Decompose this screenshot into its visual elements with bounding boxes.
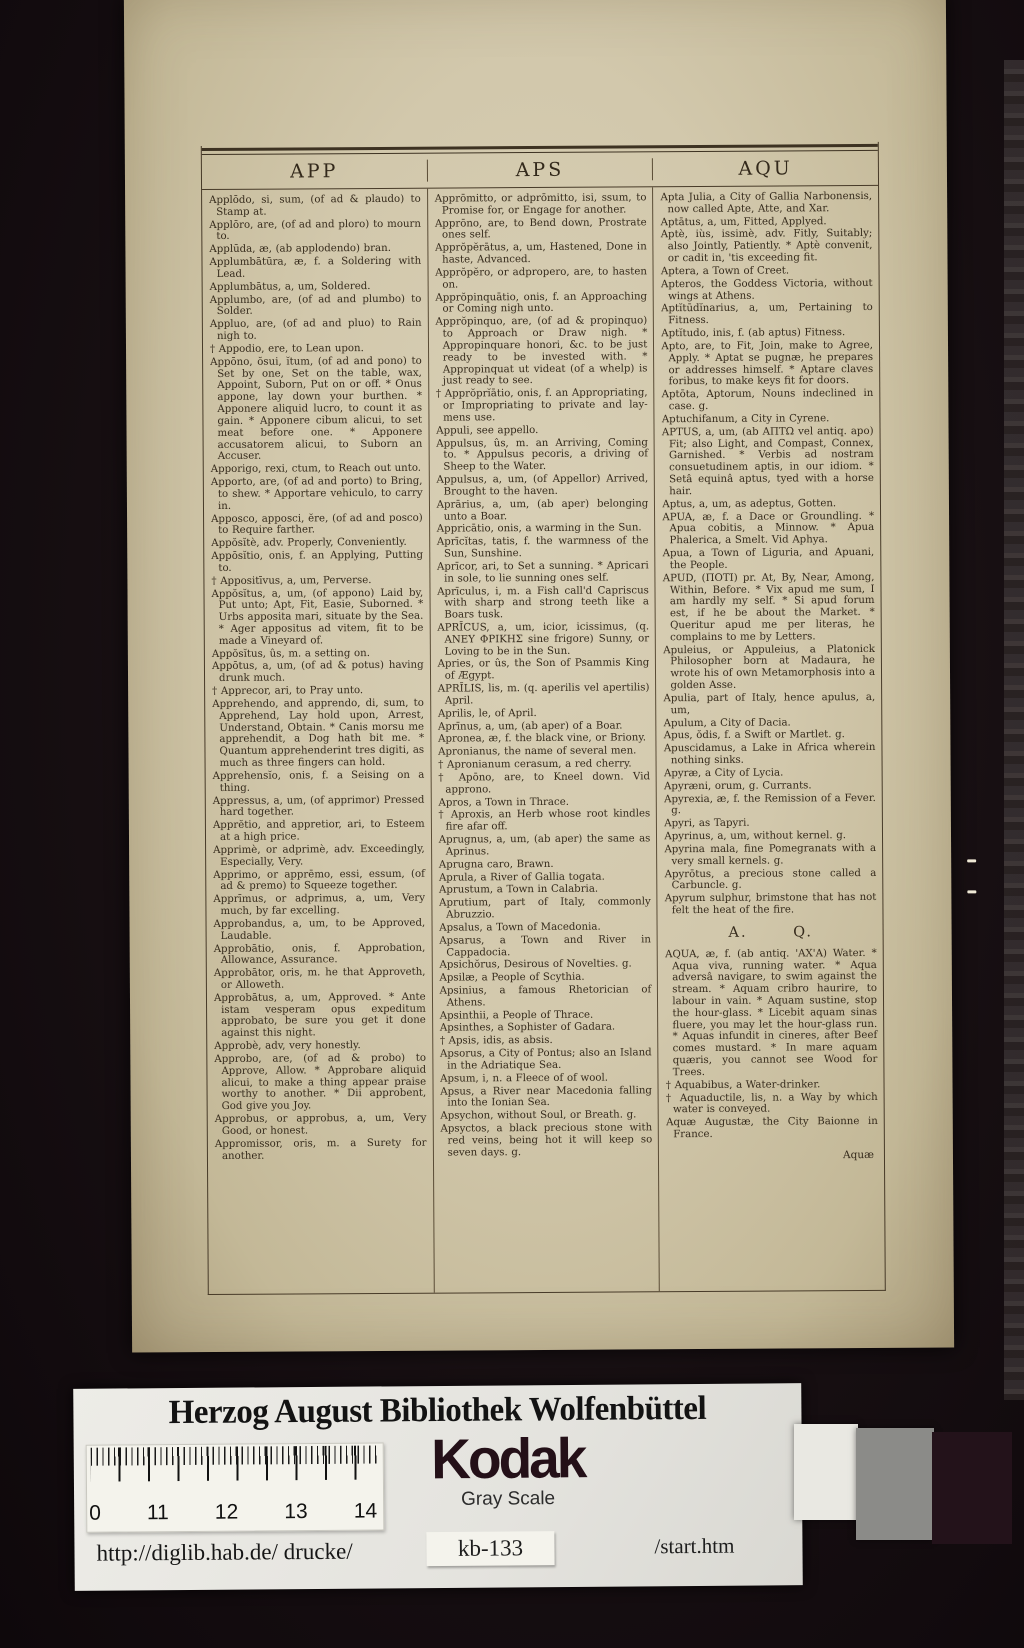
text-columns: [202, 186, 885, 1294]
dictionary-entry: Appricātio, onis, a warming in the Sun.: [436, 522, 642, 535]
dictionary-entry: Apsichŏrus, Desirous of Novelties. g.: [439, 958, 632, 971]
dictionary-entry: Apyrum sulphur, brimstone that has not felt the heat of the fire.: [664, 892, 877, 917]
running-head: APP: [202, 160, 428, 183]
dictionary-entry: † Aquaductile, lis, n. a Way by which water is conveyed.: [665, 1091, 878, 1116]
dictionary-entry: Aprugnus, a, um, (ab aper) the same as Aprinus.: [438, 833, 651, 858]
dictionary-entry: Apsilæ, a People of Scythia.: [439, 971, 585, 984]
dictionary-entry: Applumbo, are, (of ad and plumbo) to Solder.: [209, 293, 422, 318]
dictionary-entry: Appromissor, oris, m. a Surety for another.: [214, 1137, 427, 1162]
dictionary-entry: Appulsus, ûs, m. an Arriving, Coming to. * Appulsus pecoris, a driving of Sheep to the Water.: [436, 436, 649, 473]
dictionary-entry: Approbo, are, (of ad & probo) to Approve, Allow. * Approbare aliquid alicui, to make a thing appear praise worthy to another. * Dii approbent, God give you Joy.: [214, 1052, 427, 1113]
dictionary-entry: Aprīculus, i, m. a Fish call'd Capriscus with sharp and strong teeth like a Boars tusk.: [437, 584, 649, 621]
dictionary-entry: Aprilis, le, of April.: [437, 707, 537, 720]
dictionary-entry: † Aproxis, an Herb whose root kindles fire afar off.: [438, 808, 651, 833]
dictionary-entry: † Appositīvus, a, um, Perverse.: [211, 574, 372, 587]
dictionary-entry: Applumbātus, a, um, Soldered.: [209, 280, 371, 293]
dictionary-entry: Apros, a Town in Thrace.: [438, 796, 569, 809]
running-heads: [202, 151, 878, 190]
running-head: APS: [428, 158, 654, 181]
dictionary-entry: Appulsus, a, um, (of Appellor) Arrived, Brought to the haven.: [436, 473, 649, 498]
dictionary-entry: Approbus, or approbus, a, um, Very Good, or honest.: [214, 1112, 427, 1137]
dictionary-entry: Apsyctos, a black precious stone with red veins, being hot it will keep so seven days. g.: [440, 1122, 653, 1159]
dictionary-entry: Approbè, adv, very honestly.: [214, 1040, 361, 1053]
dictionary-entry: Apsus, a River near Macedonia falling into the Ionian Sea.: [440, 1084, 652, 1110]
ruler-label: 0: [89, 1501, 101, 1525]
dictionary-entry: Aquæ Augustæ, the City Baionne in France.: [666, 1116, 878, 1141]
dictionary-entry: APRĪLIS, lis, m. (q. aperilis vel apertilis) April.: [437, 682, 650, 707]
catchword: Aquæ: [842, 1148, 875, 1162]
dictionary-column-app: [202, 189, 434, 1294]
dictionary-entry: Apyrinus, a, um, without kernel. g.: [664, 830, 847, 843]
ruler-label: 11: [146, 1501, 169, 1525]
dictionary-entry: Applumbātūra, æ, f. a Soldering with Lead.: [209, 255, 422, 280]
dictionary-entry: Apprōno, are, to Bend down, Prostrate ones self.: [434, 216, 647, 242]
dictionary-entry: AQUA, æ, f. (ab antiq. 'ΑΧ'Α) Water. * Aqua viva, running water. * Aqua adversâ navigare, to swim against the stream. * Aquam cribro haurire, to labour in vain. * Aquam sustine, stop the hour-glass. * Licebit aquam sinas fluere, you may let the hour-glass run. * Aquas infundit in cineres, after Beef comes mustard. * In mare aquam quæris, you cannot see Wood for Trees.: [665, 947, 878, 1079]
dictionary-entry: Apyræni, orum, g. Currants.: [664, 780, 812, 792]
dictionary-entry: Approbandus, a, um, to be Approved, Laudable.: [213, 917, 426, 942]
gray-scale-label: Gray Scale: [461, 1488, 556, 1510]
dictionary-entry: Apprĕtio, and appretior, ari, to Esteem at a high price.: [212, 818, 425, 844]
dictionary-entry: Appōtus, a, um, (of ad & potus) having drunk much.: [211, 660, 424, 685]
dictionary-entry: Apprimo, or apprēmo, essi, essum, (of ad & premo) to Squeeze together.: [213, 868, 425, 893]
section-heading-aq: [683, 924, 859, 942]
dictionary-entry: Appŏsĭtè, adv. Properly, Conveniently.: [211, 536, 407, 550]
dictionary-entry: Apua, a Town of Liguria, and Apuani, the People.: [662, 546, 875, 572]
dictionary-entry: Apprehensĭo, onis, f. a Seising on a thing.: [212, 769, 425, 794]
dictionary-entry: Appluo, are, (of ad and pluo) to Rain nigh to.: [209, 317, 422, 343]
dictionary-column-aps: [428, 187, 660, 1292]
dictionary-entry: Approbātor, oris, m. he that Approveth, or Alloweth.: [213, 966, 426, 991]
dictionary-entry: † Apronianum cerasum, a red cherry.: [438, 758, 632, 771]
dictionary-entry: Apulum, a City of Dacia.: [663, 717, 791, 729]
dictionary-entry: Aptera, a Town of Creet.: [660, 265, 790, 278]
dictionary-entry: Aprustum, a Town in Calabria.: [438, 884, 599, 896]
dictionary-entry: Appŏsĭtus, a, um, (of appono) Laid by, Put unto; Apt, Fit, Easie, Suborned. * Urbs apposita mari, situate by the Sea. * Ager appositus ad vitem, fit to be made a Vineyard of.: [211, 587, 424, 647]
running-head: AQU: [738, 157, 793, 180]
dictionary-entry: Apyrina mala, fine Pomegranats with a very small kernels. g.: [664, 842, 877, 867]
dictionary-entry: Apries, or ûs, the Son of Psammis King of Ægypt.: [437, 657, 650, 682]
dictionary-entry: Apsalus, a Town of Macedonia.: [439, 921, 601, 934]
dictionary-entry: Appuli, see appello.: [436, 424, 539, 437]
calibration-card: [73, 1383, 803, 1591]
dictionary-entry: Aprīcor, ari, to Set a sunning. * Apricari in sole, to lie sunning ones self.: [436, 560, 649, 585]
ruler-label: 14: [353, 1499, 378, 1523]
ruler-label: 13: [284, 1500, 308, 1524]
dictionary-entry: Apsum, i, n. a Fleece of of wool.: [440, 1072, 609, 1085]
ruler: [86, 1442, 385, 1532]
dictionary-entry: Aptĭtudo, inis, f. (ab aptus) Fitness.: [661, 327, 846, 340]
kodak-logo: Kodak: [430, 1426, 585, 1491]
grayscale-patch-white: [794, 1424, 858, 1520]
ruler-tick-band: [91, 1445, 379, 1487]
dictionary-entry: Applōro, are, (of ad and ploro) to mourn to.: [209, 218, 421, 243]
grayscale-patch-gray: [856, 1428, 934, 1540]
dictionary-entry: Apposco, apposci, ĕre, (of ad and posco) to Require farther.: [211, 512, 423, 537]
dictionary-entry: Apprŏpinquo, are, (of ad & propinquo) to Approach or Draw nigh. * Appropinquare honori, &c. to be just ready to be invested with. * Appropinquat ut videat (of a whelp) is just ready to see.: [435, 315, 648, 388]
dictionary-entry: Aptuchifanum, a City in Cyrene.: [661, 413, 830, 426]
kodak-block: [390, 1426, 627, 1512]
dictionary-entry: Apsinthes, a Sophister of Gadara.: [439, 1022, 616, 1035]
dictionary-entry: Apuscidamus, a Lake in Africa wherein nothing sinks.: [663, 742, 876, 767]
dictionary-entry: APRĪCUS, a, um, icior, icissimus, (q. ΑΝΕΥ ΦΡΙΚΗΣ sine frigore) Sunny, or Loving to be in the Sun.: [437, 621, 650, 658]
dictionary-entry: † Aquabibus, a Water-drinker.: [665, 1079, 821, 1092]
dictionary-entry: Apporto, are, (of ad and porto) to Bring, to shew. * Apportare vehiculo, to carry in.: [210, 475, 423, 512]
start-link-label: /start.htm: [654, 1533, 735, 1559]
dictionary-entry: Apuleius, or Appuleius, a Platonick Philosopher born at Madaura, he wrote his of own Metamorphosis into a golden Asse.: [663, 643, 876, 692]
dictionary-entry: Apsorus, a City of Pontus; also an Island in the Adriatique Sea.: [439, 1047, 652, 1072]
dictionary-entry: Apprīmus, or adprimus, a, um, Very much, by far excelling.: [213, 892, 426, 917]
dictionary-entry: Aprīcĭtas, tatis, f. the warmness of the Sun, Sunshine.: [436, 535, 649, 560]
dictionary-entry: Apteros, the Goddess Victoria, without wings at Athens.: [660, 277, 873, 302]
dictionary-entry: Aptĭtūdĭnarius, a, um, Pertaining to Fitness.: [661, 302, 873, 327]
dictionary-entry: † Appodio, ere, to Lean upon.: [209, 343, 364, 355]
dictionary-entry: Appressus, a, um, (of apprimor) Pressed hard together.: [212, 794, 425, 819]
dictionary-entry: Apyræ, a City of Lycia.: [663, 767, 784, 780]
dictionary-entry: † Apōno, are, to Kneel down. Vid approno.: [438, 771, 651, 796]
ruler-label: 12: [214, 1500, 239, 1524]
library-title: Herzog August Bibliothek Wolfenbüttel: [168, 1389, 707, 1432]
page-frame: [201, 142, 886, 1295]
dictionary-entry: Apsychon, without Soul, or Breath. g.: [440, 1109, 637, 1122]
dictionary-entry: † Apsis, idis, as absis.: [439, 1035, 553, 1047]
base-url-label: http://diglib.hab.de/ drucke/: [96, 1538, 353, 1566]
dictionary-column-aqu: [653, 186, 884, 1291]
dictionary-entry: Aptātus, a, um, Fitted, Applyed.: [660, 215, 827, 228]
dictionary-entry: Apronea, æ, f. the black vine, or Briony.: [438, 732, 647, 746]
dictionary-entry: Apronianus, the name of several men.: [438, 745, 637, 758]
dictionary-entry: Appōno, ŏsui, ĭtum, (of ad and pono) to Set by one, Set on the table, wax, Appoint, Suborn, Put on or off. * Onus appone, lay down your burthen. * Apponere aliquid lucro, to count it as gain. * Apponere cibum alicui, to set meat before one. * Apponere accusatorem alicui, to Suborn an Accuser.: [210, 355, 423, 463]
dictionary-entry: † Apprŏprĭātio, onis, f. an Appropriating, or Impropriating to private and lay-mens use.: [435, 387, 648, 424]
dictionary-entry: Aprārius, a, um, (ab aper) belonging unto a Boar.: [436, 498, 649, 523]
dictionary-entry: Appōsĭtio, onis, f. an Applying, Putting to.: [211, 549, 423, 574]
dictionary-entry: Apporigo, rexi, ctum, to Reach out unto.: [210, 462, 422, 476]
grayscale-patch-dark: [932, 1432, 1012, 1544]
dictionary-entry: Approbātio, onis, f. Approbation, Allowance, Assurance.: [213, 942, 426, 967]
dictionary-entry: Apsinthii, a People of Thrace.: [439, 1009, 594, 1022]
dictionary-entry: Apus, ŏdis, f. a Swift or Martlet. g.: [663, 729, 845, 742]
dictionary-entry: Aprugna caro, Brawn.: [438, 858, 554, 871]
section-letter-q: Q.: [793, 924, 814, 941]
dictionary-entry: Apprŏpĕrātus, a, um, Hastened, Done in haste, Advanced.: [435, 241, 647, 266]
dictionary-entry: Apsarus, a Town and River in Cappadocia.: [439, 934, 652, 959]
book-fore-edge: [1004, 60, 1024, 1400]
dictionary-entry: Apyrōtus, a precious stone called a Carbuncle. g.: [664, 867, 877, 892]
scanned-book-page: [124, 0, 954, 1352]
dictionary-entry: Apulia, part of Italy, hence apulus, a, um,: [663, 691, 876, 716]
dictionary-entry: APUA, æ, f. a Dace or Groundling. * Apua cobitis, a Minnow. * Apua Phalerica, a Smelt. Vid Aphya.: [662, 510, 875, 547]
dictionary-entry: APTUS, a, um, (ab ΑΠΤΩ vel antiq. apo) Fit; also Light, and Compast, Connex, Garnished. * Verbis ad nostram consuetudinem aptis, in our idiom. * Setâ equinâ aptus, tyed with a horse hair.: [661, 425, 874, 498]
dictionary-entry: Apprŏpinquātio, onis, f. an Approaching or Coming nigh unto.: [435, 290, 648, 316]
dictionary-entry: Apprŏpĕro, or adpropero, are, to hasten on.: [435, 266, 647, 291]
shelfmark-slip: kb-133: [426, 1531, 554, 1566]
dictionary-entry: Apprōmitto, or adprōmitto, isi, ssum, to Promise for, or Engage for another.: [434, 192, 647, 217]
page-edge-marks: [967, 859, 977, 921]
dictionary-entry: Applōdo, si, sum, (of ad & plaudo) to Stamp at.: [209, 193, 421, 218]
dictionary-entry: Aptōta, Aptorum, Nouns indeclined in case. g.: [661, 388, 874, 413]
dictionary-entry: Apto, are, to Fit, Join, make to Agree, Apply. * Aptat se pugnæ, he prepares or addresses himself. * Aptare claves foribus, to make keys fit for doors.: [661, 339, 874, 388]
dictionary-entry: Approbātus, a, um, Approved. * Ante istam vesperam opus expeditum approbato, be sure you get it done against this night.: [213, 991, 426, 1040]
dictionary-entry: Aptus, a, um, as adeptus, Gotten.: [662, 497, 837, 510]
dictionary-entry: Aprīnus, a, um, (ab aper) of a Boar.: [437, 720, 623, 733]
dictionary-entry: Aprula, a River of Gallia togata.: [438, 871, 605, 884]
dictionary-entry: Aptè, iùs, issimè, adv. Fitly, Suitably; also Jointly, Patiently. * Aptè convenit, or cadit in, 'tis exceeding fit.: [660, 228, 873, 265]
section-letter-a: A.: [728, 924, 748, 941]
dictionary-entry: Apta Julia, a City of Gallia Narbonensis, now called Apte, Atte, and Xar.: [660, 190, 873, 216]
dictionary-entry: Apyrexia, æ, f. the Remission of a Fever. g.: [664, 792, 876, 817]
dictionary-entry: Appŏsĭtus, ûs, m. a setting on.: [211, 647, 370, 660]
dictionary-entry: Aprutium, part of Italy, commonly Abruzzio.: [439, 896, 651, 921]
dictionary-entry: APUD, (ΠΟΤΙ) pr. At, By, Near, Among, Within, Before. * Vix apud me sum, I am hardly my self. * Si apud forum est, if he be about the Market. * Queritur apud me per literas, he complains to me by Letters.: [662, 571, 875, 644]
dictionary-entry: Apsinius, a famous Rhetorician of Athens.: [439, 984, 652, 1009]
dictionary-entry: Apprehendo, and apprendo, di, sum, to Apprehend, Lay hold upon, Arrest, Understand, Obtain. * Canis morsu me apprehendit, a Dog hath bit me. * Quantum apprehenderint tres digiti, as much as three fingers can hold.: [212, 697, 425, 770]
dictionary-entry: Applūda, æ, (ab applodendo) bran.: [209, 243, 391, 256]
ruler-labels: [89, 1499, 377, 1525]
dictionary-entry: † Apprecor, ari, to Pray unto.: [212, 685, 364, 698]
dictionary-entry: Apyri, as Tapyri.: [664, 817, 750, 830]
dictionary-entry: Apprimè, or adprimè, adv. Exceedingly, Especially, Very.: [213, 843, 425, 868]
